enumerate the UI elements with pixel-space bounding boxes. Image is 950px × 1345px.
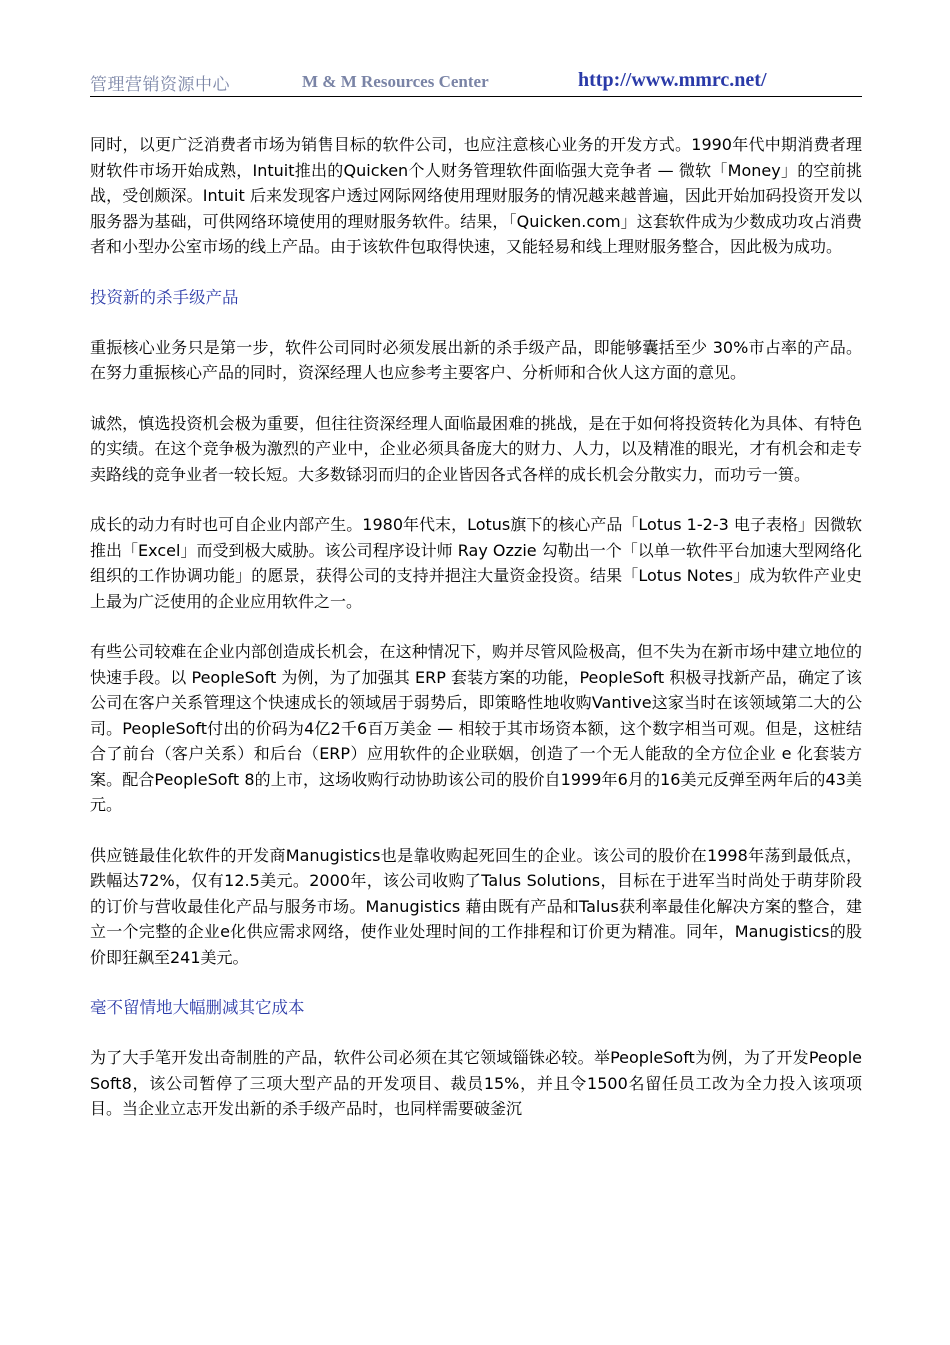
- header-center-name-cn: 管理营销资源中心: [90, 75, 230, 95]
- paragraph-lotus: 成长的动力有时也可自企业内部产生。1980年代末，Lotus旗下的核心产品「Lotus 1-2-3 电子表格」因微软推出「Excel」而受到极大威胁。该公司程序设计师 Ray Ozzie 勾勒出一个「以单一软件平台加速大型网络化组织的工作协调功能」的愿景，获得公司的支持并挹注大量资金投资。结果「Lotus Notes」成为软件产业史上最为广泛使用的企业应用软件之一。: [90, 515, 862, 611]
- header-center-name-en: M & M Resources Center: [302, 72, 489, 91]
- paragraph-cut-costs: 为了大手笔开发出奇制胜的产品，软件公司必须在其它领域锱铢必较。举PeopleSoft为例，为了开发PeopleSoft8，该公司暂停了三项大型产品的开发项目、裁员15%，并且令1500名留任员工改为全力投入该项项目。当企业立志开发出新的杀手级产品时，也同样需要破釜沉: [90, 1048, 862, 1118]
- section-heading-cut-costs: 毫不留情地大幅删减其它成本: [90, 998, 305, 1017]
- paragraph-manugistics: 供应链最佳化软件的开发商Manugistics也是靠收购起死回生的企业。该公司的股价在1998年荡到最低点，跌幅达72%，仅有12.5美元。2000年，该公司收购了Talus Solutions，目标在于进军当时尚处于萌芽阶段的订价与营收最佳化产品与服务市场。Manugistics 藉由既有产品和Talus获利率最佳化解决方案的整合，建立一个完整的企业e化供应需求网络，使作业处理时间的工作排程和订价更为精准。同年，Manugistics的股价即狂飙至241美元。: [90, 845, 862, 967]
- section-heading-killer-products: 投资新的杀手级产品: [90, 287, 239, 307]
- paragraph-intuit: 同时，以更广泛消费者市场为销售目标的软件公司，也应注意核心业务的开发方式。1990年代中期消费者理财软件市场开始成熟，Intuit推出的Quicken个人财务管理软件面临强大竞争者 — 微软「Money」的空前挑战，受创颇深。Intuit 后来发现客户透过网际网络使用理财服务的情况越来越普遍，因此开始加码投资开发以服务器为基础，可供网络环境使用的理财服务软件。结果，「Quicken.com」这套软件成为少数成功攻占消费者和小型办公室市场的线上产品。由于该软件包取得快速，又能轻易和线上理财服务整合，因此极为成功。: [90, 135, 862, 256]
- article-body: [90, 132, 862, 1122]
- header-url-link[interactable]: http://www.mmrc.net/: [578, 69, 767, 91]
- paragraph-killer-products: 重振核心业务只是第一步，软件公司同时必须发展出新的杀手级产品，即能够囊括至少 30%市占率的产品。在努力重振核心产品的同时，资深经理人也应参考主要客户、分析师和合伙人这方面的意见。: [90, 337, 862, 382]
- paragraph-peoplesoft: 有些公司较难在企业内部创造成长机会，在这种情况下，购并尽管风险极高，但不失为在新市场中建立地位的快速手段。以 PeopleSoft 为例，为了加强其 ERP 套装方案的功能，PeopleSoft 积极寻找新产品，确定了该公司在客户关系管理这个快速成长的领域居于弱势后，即策略性地收购Vantive这家当时在该领域第二大的公司。PeopleSoft付出的价码为4亿2千6百万美金 — 相较于其市场资本额，这个数字相当可观。但是，这桩结合了前台（客户关系）和后台（ERP）应用软件的企业联姻，创造了一个无人能敌的全方位企业 e 化套装方案。配合PeopleSoft 8的上市，这场收购行动协助该公司的股价自1999年6月的16美元反弹至两年后的43美元。: [90, 642, 862, 814]
- page-header: [90, 68, 862, 97]
- paragraph-investment-choice: 诚然，慎选投资机会极为重要，但往往资深经理人面临最困难的挑战，是在于如何将投资转化为具体、有特色的实绩。在这个竞争极为激烈的产业中，企业必须具备庞大的财力、人力，以及精准的眼光，才有机会和走专卖路线的竞争业者一较长短。大多数铩羽而归的企业皆因各式各样的成长机会分散实力，而功亏一篑。: [90, 413, 862, 484]
